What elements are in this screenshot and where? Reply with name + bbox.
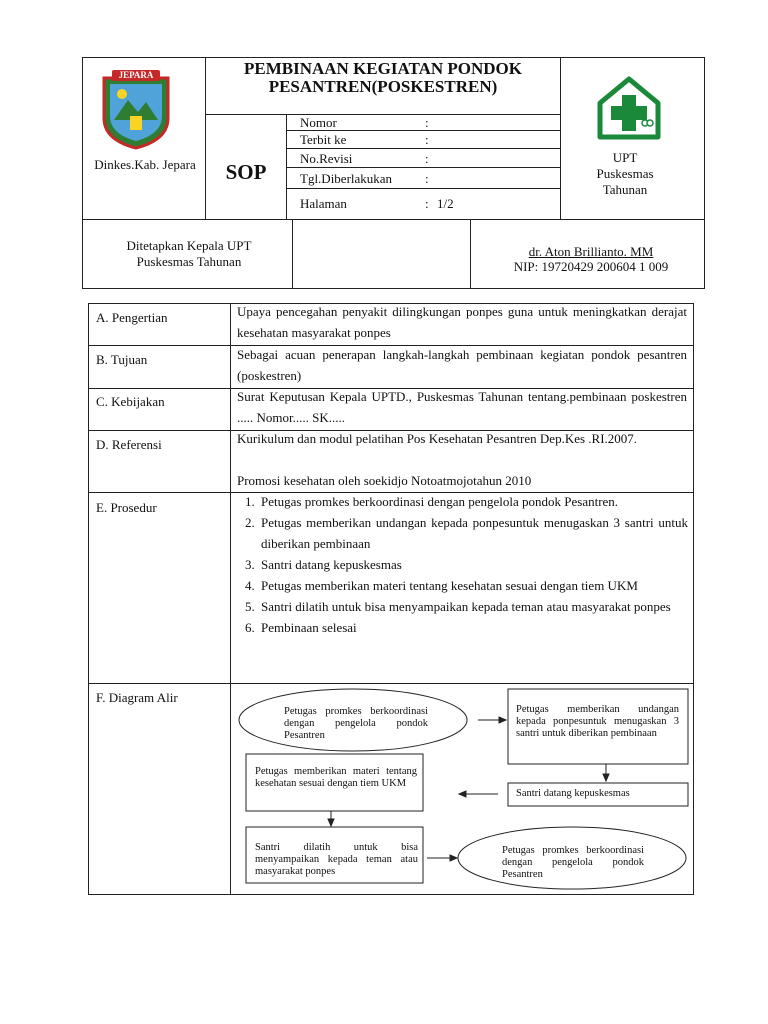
signer-name: dr. Aton Brillianto. MM: [528, 244, 654, 259]
procedure-step: 2. Petugas memberikan undangan kepada ponpesuntuk menugaskan 3 santri untuk diberikan pembinaan: [258, 512, 688, 554]
meta-value-halaman: 1/2: [437, 196, 454, 211]
meta-label-nomor: Nomor: [300, 115, 337, 130]
procedure-step: 6. Pembinaan selesai: [258, 617, 688, 638]
meta-sep-nomor: :: [425, 115, 429, 130]
section-d-label: D. Referensi: [96, 437, 162, 452]
jepara-logo: [100, 70, 172, 150]
section-d-text1: Kurikulum dan modul pelatihan Pos Kesehatan Pesantren Dep.Kes .RI.2007.: [237, 431, 638, 446]
flow-node-5: Santri dilatih untuk bisa menyampaikan kepada teman atau masyarakat ponpes: [255, 842, 418, 877]
meta-sep-halaman: :: [425, 196, 429, 211]
left-org: Dinkes.Kab. Jepara: [94, 157, 196, 172]
section-c-text: Surat Keputusan Kepala UPTD., Puskesmas Tahunan tentang.pembinaan poskestren ..... Nomor..... SK.....: [237, 389, 687, 425]
procedure-step: 4. Petugas memberikan materi tentang kesehatan sesuai dengan tiem UKM: [258, 575, 688, 596]
procedure-step: 3. Santri datang kepuskesmas: [258, 554, 688, 575]
flow-node-4: Petugas memberikan materi tentang kesehatan sesuai dengan tiem UKM: [255, 766, 417, 789]
sop-label: SOP: [225, 160, 267, 184]
right-org: UPT Puskesmas Tahunan: [596, 150, 654, 197]
logo-banner: JEPARA: [118, 70, 154, 80]
meta-label-revisi: No.Revisi: [300, 151, 353, 166]
section-c-label: C. Kebijakan: [96, 394, 165, 409]
flow-node-6: Petugas promkes berkoordinasi dengan pengelola pondok Pesantren: [502, 845, 644, 880]
section-b-text: Sebagai acuan penerapan langkah-langkah pembinaan kegiatan pondok pesantren (poskestren): [237, 347, 687, 383]
procedure-step: 5. Santri dilatih untuk bisa menyampaikan kepada teman atau masyarakat ponpes: [258, 596, 688, 617]
procedure-step: 1. Petugas promkes berkoordinasi dengan pengelola pondok Pesantren.: [258, 491, 688, 512]
section-b-label: B. Tujuan: [96, 352, 148, 367]
puskesmas-logo: [594, 73, 664, 143]
ditetapkan-label: Ditetapkan Kepala UPT Puskesmas Tahunan: [126, 238, 252, 269]
flow-node-3: Santri datang kepuskesmas: [516, 788, 630, 799]
meta-sep-revisi: :: [425, 151, 429, 166]
meta-sep-terbit: :: [425, 132, 429, 147]
signer-nip: NIP: 19720429 200604 1 009: [513, 259, 669, 274]
section-a-label: A. Pengertian: [96, 310, 168, 325]
flow-node-2: Petugas memberikan undangan kepada ponpesuntuk menugaskan 3 santri untuk diberikan pembinaan: [516, 704, 679, 739]
procedure-list: [236, 491, 688, 638]
meta-label-tgl: Tgl.Diberlakukan: [300, 171, 393, 186]
meta-sep-tgl: :: [425, 171, 429, 186]
meta-label-halaman: Halaman: [300, 196, 347, 211]
section-d-text2: Promosi kesehatan oleh soekidjo Notoatmojotahun 2010: [237, 473, 532, 488]
section-a-text: Upaya pencegahan penyakit dilingkungan ponpes guna untuk meningkatkan derajat kesehatan masyarakat ponpes: [237, 304, 687, 340]
section-f-label: F. Diagram Alir: [96, 690, 178, 705]
section-e-label: E. Prosedur: [96, 500, 157, 515]
flow-node-1: Petugas promkes berkoordinasi dengan pengelola pondok Pesantren: [284, 706, 428, 741]
page-title: PEMBINAAN KEGIATAN PONDOK PESANTREN(POSKESTREN): [244, 59, 522, 96]
meta-label-terbit: Terbit ke: [300, 132, 347, 147]
